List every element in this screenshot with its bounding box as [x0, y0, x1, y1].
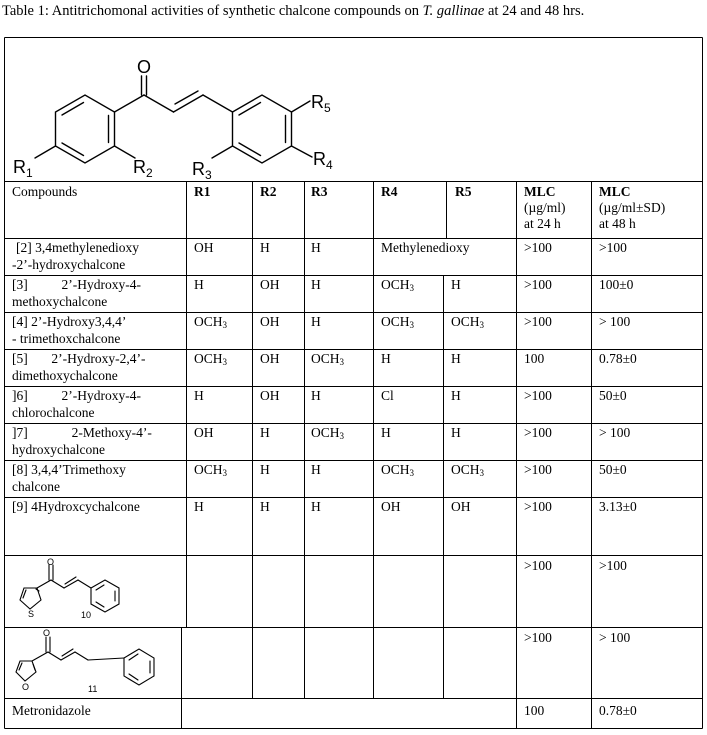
cell-mlc-24h: >100 — [524, 558, 552, 573]
caption-suffix: at 24 and 48 hrs. — [484, 3, 585, 19]
cell-mlc-48h: >100 — [599, 558, 627, 573]
cell-mlc-48h: 50±0 — [599, 462, 627, 477]
header-mlc-24h-title: MLC — [524, 184, 556, 199]
compound-name-line2: dimethoxychalcone — [12, 368, 118, 383]
cell-r2: OH — [260, 277, 280, 292]
r3-structure-label: $R_3$ — [192, 159, 212, 182]
compound-name-line1: [5] 2’-Hydroxy-2,4’- — [12, 351, 146, 366]
cell-r1: H — [194, 388, 204, 403]
header-mlc-48h-time: at 48 h — [599, 216, 636, 231]
cell-r5: OH — [451, 499, 471, 514]
cell-r2: OH — [260, 314, 280, 329]
header-compounds: Compounds — [12, 184, 78, 199]
cell-mlc-24h: 100 — [524, 703, 545, 718]
header-mlc-24h-time: at 24 h — [524, 216, 561, 231]
cell-mlc-24h: >100 — [524, 314, 552, 329]
compound-11-ring-oxygen-label: O — [22, 682, 30, 692]
cell-r2: H — [260, 425, 270, 440]
cell-r3: H — [311, 314, 321, 329]
compound-11-number: 11 — [88, 684, 98, 694]
cell-r1: H — [194, 277, 204, 292]
cell-r2: OH — [260, 388, 280, 403]
caption-organism: T. gallinae — [422, 3, 485, 19]
cell-r5: $OCH_3$ — [451, 314, 485, 330]
cell-mlc-48h: 50±0 — [599, 388, 627, 403]
header-r2: R2 — [260, 184, 277, 199]
cell-mlc-48h: > 100 — [599, 425, 631, 440]
cell-r1: OH — [194, 240, 214, 255]
cell-mlc-48h: 100±0 — [599, 277, 634, 292]
cell-r4: Cl — [381, 388, 394, 403]
compound-name-line2: chalcone — [12, 479, 60, 494]
header-r1: R1 — [194, 184, 211, 199]
compound-name-line2: -2’-hydroxychalcone — [12, 257, 126, 272]
cell-r3: H — [311, 462, 321, 477]
cell-r2: OH — [260, 351, 280, 366]
cell-mlc-24h: >100 — [524, 630, 552, 645]
header-mlc-48h-unit: (µg/ml±SD) — [599, 200, 666, 215]
cell-mlc-24h: >100 — [524, 240, 552, 255]
compound-name-line2: chlorochalcone — [12, 405, 95, 420]
cell-r3: H — [311, 277, 321, 292]
cell-r4-r5-merged: Methylenedioxy — [381, 240, 470, 255]
cell-mlc-24h: >100 — [524, 388, 552, 403]
compound-10-sulfur-label: S — [28, 609, 35, 619]
cell-r2: H — [260, 499, 270, 514]
compound-name-line1: ]7] 2-Methoxy-4’- — [12, 425, 152, 440]
cell-mlc-48h: > 100 — [599, 314, 631, 329]
compound-name-line1: [8] 3,4,4’Trimethoxy — [12, 462, 126, 477]
cell-r1: $OCH_3$ — [194, 351, 228, 367]
r4-structure-label: $R_4$ — [313, 149, 333, 172]
compound-11-oxygen-label: O — [43, 628, 51, 638]
compound-name-line1: [4] 2’-Hydroxy3,4,4’ — [12, 314, 127, 329]
cell-r4: H — [381, 351, 391, 366]
cell-r3: H — [311, 388, 321, 403]
cell-r2: H — [260, 462, 270, 477]
compound-name-line2: - trimethoxchalcone — [12, 331, 121, 346]
cell-mlc-48h: >100 — [599, 240, 627, 255]
header-r4: R4 — [381, 184, 398, 199]
header-mlc-48h-title: MLC — [599, 184, 631, 199]
chalcone-structure-diagram — [0, 0, 707, 182]
cell-r5: H — [451, 388, 461, 403]
r5-structure-label: $R_5$ — [311, 92, 331, 115]
cell-r5: H — [451, 277, 461, 292]
cell-r4: OH — [381, 499, 401, 514]
cell-r5: $OCH_3$ — [451, 462, 485, 478]
cell-r3: $OCH_3$ — [311, 425, 345, 441]
cell-r1: OH — [194, 425, 214, 440]
carbonyl-oxygen-label: O — [137, 57, 152, 77]
cell-r5: H — [451, 351, 461, 366]
cell-r4: $OCH_3$ — [381, 277, 415, 293]
cell-mlc-24h: >100 — [524, 462, 552, 477]
header-mlc-24h-unit: (µg/ml) — [524, 200, 566, 215]
cell-mlc-24h: >100 — [524, 277, 552, 292]
cell-r1: $OCH_3$ — [194, 314, 228, 330]
r2-structure-label: $R_2$ — [133, 157, 153, 180]
cell-r3: H — [311, 240, 321, 255]
compound-name-line1: [3] 2’-Hydroxy-4- — [12, 277, 141, 292]
compound-name-line1: [2] 3,4methylenedioxy — [16, 240, 139, 255]
cell-r3: H — [311, 499, 321, 514]
cell-r5: H — [451, 425, 461, 440]
cell-r4: $OCH_3$ — [381, 314, 415, 330]
compound-10-oxygen-label: O — [47, 557, 55, 567]
cell-r2: H — [260, 240, 270, 255]
cell-mlc-24h: >100 — [524, 499, 552, 514]
cell-r3: $OCH_3$ — [311, 351, 345, 367]
header-mlc-48h — [599, 184, 665, 232]
cell-mlc-24h: 100 — [524, 351, 545, 366]
cell-r4: H — [381, 425, 391, 440]
compound-name-line1: ]6] 2’-Hydroxy-4- — [12, 388, 141, 403]
compound-10-number: 10 — [81, 610, 92, 620]
compound-name-line2: hydroxychalcone — [12, 442, 105, 457]
header-r3: R3 — [311, 184, 328, 199]
cell-mlc-48h: > 100 — [599, 630, 631, 645]
r1-structure-label: $R_1$ — [13, 157, 33, 180]
compound-name-line1: [9] 4Hydroxcychalcone — [12, 499, 140, 514]
compound-name-line1: Metronidazole — [12, 703, 91, 718]
cell-r4: $OCH_3$ — [381, 462, 415, 478]
header-r5: R5 — [455, 184, 472, 199]
compound-name-line2: methoxychalcone — [12, 294, 108, 309]
compound-11-structure — [8, 628, 178, 698]
cell-mlc-24h: >100 — [524, 425, 552, 440]
cell-mlc-48h: 0.78±0 — [599, 351, 637, 366]
cell-mlc-48h: 3.13±0 — [599, 499, 637, 514]
header-mlc-24h — [524, 184, 566, 232]
cell-r1: H — [194, 499, 204, 514]
cell-mlc-48h: 0.78±0 — [599, 703, 637, 718]
caption-prefix: Table 1: Antitrichomonal activities of synthetic chalcone compounds on — [2, 3, 423, 19]
cell-r1: $OCH_3$ — [194, 462, 228, 478]
compound-10-structure — [8, 556, 178, 626]
